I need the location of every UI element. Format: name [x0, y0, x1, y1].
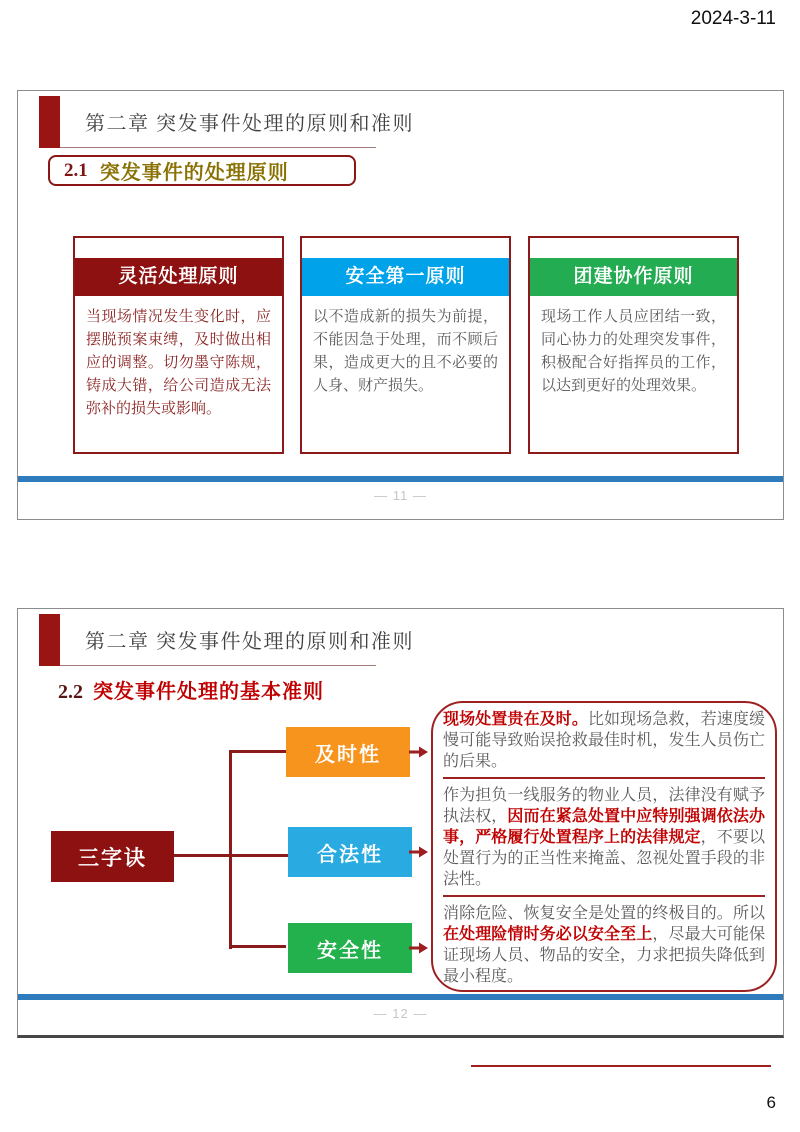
- note-emphasis: 因而在紧急处置中应特别强调依法办事，严格履行处置程序上的法律规定: [443, 808, 765, 846]
- note-underline: [471, 1065, 771, 1067]
- chapter-underline: [60, 147, 376, 148]
- arrow-right-icon: [409, 941, 429, 955]
- branch-node-timeliness: 及时性: [286, 727, 410, 777]
- connector-line: [229, 750, 286, 753]
- note-legality: [443, 785, 765, 890]
- chapter-accent-bar: [39, 614, 60, 666]
- section-number: 2.1: [64, 159, 88, 181]
- note-text: ，不要以处置行为的正当性来掩盖、忽视处置手段的非法性。: [443, 829, 765, 888]
- note-divider: [443, 895, 765, 897]
- principle-card-safety-first: [300, 236, 511, 454]
- notes-callout-box: [431, 701, 777, 992]
- note-safety: [443, 903, 765, 987]
- chapter-accent-bar: [39, 96, 60, 148]
- slide-page-number: — 11 —: [374, 488, 427, 503]
- section-title: 突发事件的处理原则: [99, 162, 289, 184]
- note-text: ，尽最大可能保证现场人员、物品的安全，力求把损失降低到最小程度。: [443, 926, 765, 985]
- principle-card-title: 团建协作原则: [530, 258, 737, 296]
- note-text: 消除危险、恢复安全是处置的终极目的。所以: [443, 905, 765, 922]
- slide-footer-bar: [18, 994, 783, 1000]
- diagram-root-node: 三字诀: [51, 831, 174, 882]
- connector-line: [229, 945, 286, 948]
- note-text: 作为担负一线服务的物业人员，法律没有赋予执法权，: [443, 787, 765, 825]
- section-title: 突发事件处理的基本准则: [93, 681, 324, 703]
- arrow-right-icon: [409, 845, 429, 859]
- slide-11: [17, 90, 784, 520]
- section-number: 2.2: [58, 681, 83, 703]
- arrow-right-icon: [409, 745, 429, 759]
- note-emphasis: 现场处置贵在及时。: [443, 711, 588, 728]
- note-text: 比如现场急救，若速度缓慢可能导致贻误抢救最佳时机，发生人员伤亡的后果。: [443, 711, 765, 770]
- principle-card-teamwork: [528, 236, 739, 454]
- branch-node-legality: 合法性: [288, 827, 412, 877]
- chapter-underline: [60, 665, 376, 666]
- branch-node-safety: 安全性: [288, 923, 412, 973]
- section-heading-box: [48, 155, 356, 186]
- section-heading: [58, 675, 324, 704]
- principle-card-body: 现场工作人员应团结一致，同心协力的处理突发事件，积极配合好指挥员的工作，以达到更好的处理效果。: [541, 308, 726, 394]
- principle-card-flexible: [73, 236, 284, 454]
- connector-line: [229, 750, 232, 949]
- chapter-title: 第二章 突发事件处理的原则和准则: [85, 631, 414, 653]
- slide-footer-bar: [18, 476, 783, 482]
- principle-card-title: 灵活处理原则: [75, 258, 282, 296]
- slide-12: [17, 608, 784, 1038]
- principle-card-body: 当现场情况发生变化时，应摆脱预案束缚，及时做出相应的调整。切勿墨守陈规，铸成大错，给公司造成无法弥补的损失或影响。: [86, 308, 271, 417]
- document-page-number: 6: [766, 1093, 776, 1112]
- principle-card-title: 安全第一原则: [302, 258, 509, 296]
- chapter-title: 第二章 突发事件处理的原则和准则: [85, 113, 414, 135]
- slide-page-number: — 12 —: [373, 1006, 428, 1021]
- note-timeliness: [443, 709, 765, 772]
- note-divider: [443, 777, 765, 779]
- note-emphasis: 在处理险情时务必以安全至上: [443, 926, 653, 943]
- document-date: 2024-3-11: [690, 8, 776, 29]
- principle-card-body: 以不造成新的损失为前提，不能因急于处理，而不顾后果，造成更大的且不必要的人身、财产损失。: [313, 308, 498, 394]
